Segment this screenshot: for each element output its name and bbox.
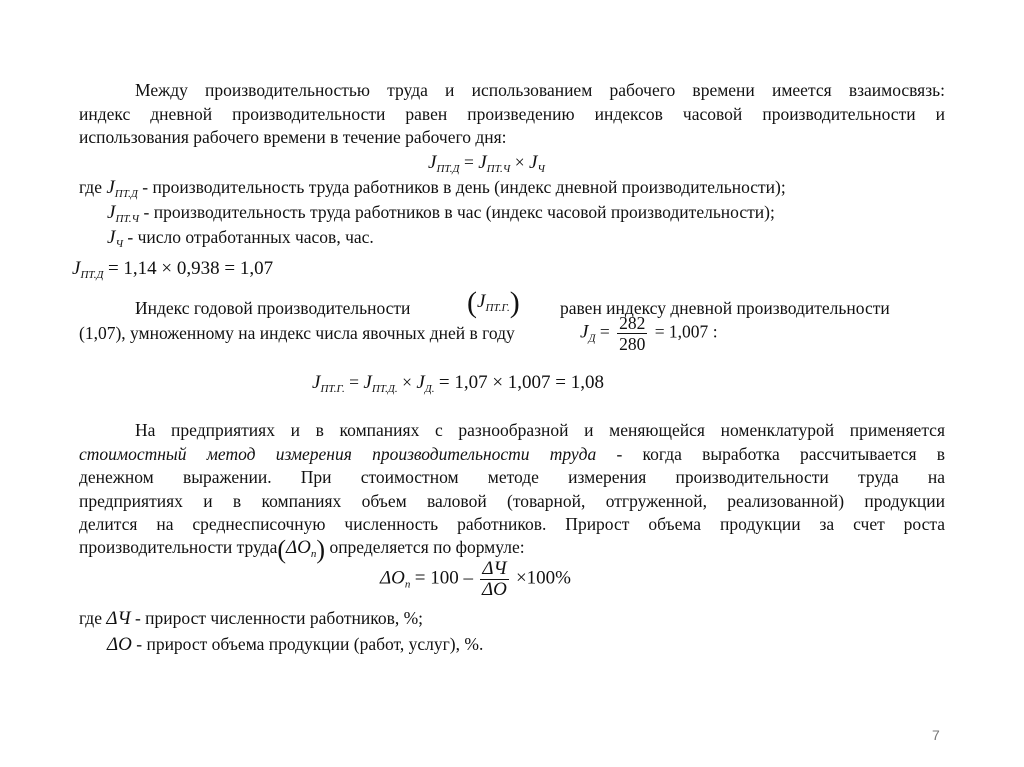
italic-term: стоимостный метод измерения производительности труда: [79, 443, 597, 464]
symbol-j: J: [477, 291, 486, 312]
text-fragment: определяется по формуле:: [329, 537, 525, 557]
definition-text: - прирост объема продукции (работ, услуг), %.: [136, 634, 484, 654]
fraction: [617, 313, 647, 354]
subscript: ПТ.Г.: [485, 302, 510, 314]
symbol-j: J: [106, 177, 115, 198]
definition-text: - прирост численности работников, %;: [134, 608, 424, 628]
text-line: денежном выражении. При стоимостном методе измерения производительности труда на: [79, 467, 945, 487]
operator: =: [463, 152, 474, 172]
definition-text: - число отработанных часов, час.: [127, 227, 374, 247]
definition-line: [79, 607, 423, 630]
subscript: ПТ.Д: [114, 188, 138, 200]
definition-line: [107, 633, 483, 656]
symbol-j: J: [107, 227, 116, 248]
denominator: 280: [619, 334, 646, 354]
delta-o: ΔO: [380, 567, 405, 589]
symbol-j: J: [416, 372, 425, 393]
text-line: Между производительностью труда и использованием рабочего времени имеется взаимосвязь:: [135, 80, 945, 100]
symbol-j: J: [478, 152, 487, 173]
definition-text: - производительность труда работников в день (индекс дневной производительности);: [142, 177, 786, 197]
symbol-j: J: [312, 372, 321, 393]
formula-calculation: [72, 257, 273, 286]
symbol-j: J: [580, 321, 589, 343]
subscript: Д.: [424, 383, 435, 395]
subscript: ПТ.Д.: [371, 383, 398, 395]
formula-rhs: = 1,007: [654, 321, 709, 342]
numerator: ΔЧ: [482, 558, 507, 579]
formula-rhs: = 1,14 × 0,938 = 1,07: [107, 258, 274, 279]
formula-rhs: ×100%: [515, 567, 572, 589]
paragraph-value-method: [79, 419, 945, 537]
text-fragment: производительности труда: [79, 537, 278, 557]
symbol-j: J: [72, 258, 81, 279]
numerator: 282: [619, 313, 646, 333]
subscript: ПТ.Д: [436, 163, 460, 175]
paragraph-intro: [79, 79, 945, 150]
formula-annual-productivity: $J_{ПТ.Г.} = J_{ПТ.Д.} \times J_{Д.} = 1,07 \times 1,007 = 1,08$: [312, 372, 605, 395]
text-line: использования рабочего времени в течение рабочего дня:: [79, 127, 507, 147]
where-label: где: [79, 177, 102, 197]
text-line: производительности $труда(\Delta O_n)$ определяется по формуле:: [79, 535, 525, 564]
definition-text: - производительность труда работников в час (индекс часовой производительности);: [143, 202, 775, 222]
paren-symbol: $(J_{ПТ.Г.})$: [467, 286, 520, 319]
text-line: [79, 443, 945, 467]
symbol-j: J: [428, 152, 437, 173]
subscript: ПТ.Ч: [486, 163, 511, 175]
symbol-j: J: [107, 202, 116, 223]
text-line: индекс дневной производительности равен произведению индексов часовой производительности и: [79, 103, 945, 124]
delta-o: ΔO: [107, 634, 132, 655]
symbol-j: J: [528, 152, 538, 173]
text-fragment: - когда выработка рассчитывается в: [596, 443, 945, 464]
text-line: На предприятиях и в компаниях с разнообразной и меняющейся номенклатурой применяется: [135, 420, 945, 440]
symbol-j: J: [363, 372, 372, 393]
subscript: Д: [588, 332, 596, 345]
fraction: [480, 559, 508, 600]
text-line: [135, 297, 410, 319]
text-fragment: Индекс годовой производительности: [135, 298, 411, 318]
operator: = 100 –: [414, 567, 473, 589]
subscript: ПТ.Ч: [115, 213, 140, 225]
page-number: 7: [932, 727, 940, 743]
formula-days-index: $J_Д$ = $\frac{282}{280}$ = 1,007 :: [580, 313, 718, 354]
text-line: [79, 322, 515, 344]
operator: ×: [514, 152, 525, 172]
where-label: где: [79, 608, 102, 628]
subscript: Ч: [115, 238, 124, 250]
formula-output-growth: [380, 559, 571, 600]
text-fragment: (1,07), умноженному на индекс числа явочных дней в году: [79, 323, 515, 343]
text-line: предприятиях и в компаниях объем валовой (товарной, отгруженной, реализованной) продукции: [79, 490, 945, 511]
delta-ch: ΔЧ: [106, 608, 131, 629]
subscript: ПТ.Г.: [320, 383, 345, 395]
delta-o: ΔO: [286, 537, 311, 558]
text-fragment: равен индексу дневной производительности: [560, 298, 890, 318]
subscript: Ч: [537, 163, 545, 175]
subscript: n: [404, 578, 411, 591]
subscript: ПТ.Д: [80, 269, 104, 281]
text-line: делится на среднесписочную численность работников. Прирост объема продукции за счет роста: [79, 514, 945, 534]
formula-rhs: = 1,07 × 1,007 = 1,08: [438, 372, 605, 393]
definition-line: [107, 226, 374, 255]
subscript: n: [310, 548, 317, 560]
denominator: ΔO: [482, 579, 507, 600]
colon: :: [712, 321, 718, 342]
